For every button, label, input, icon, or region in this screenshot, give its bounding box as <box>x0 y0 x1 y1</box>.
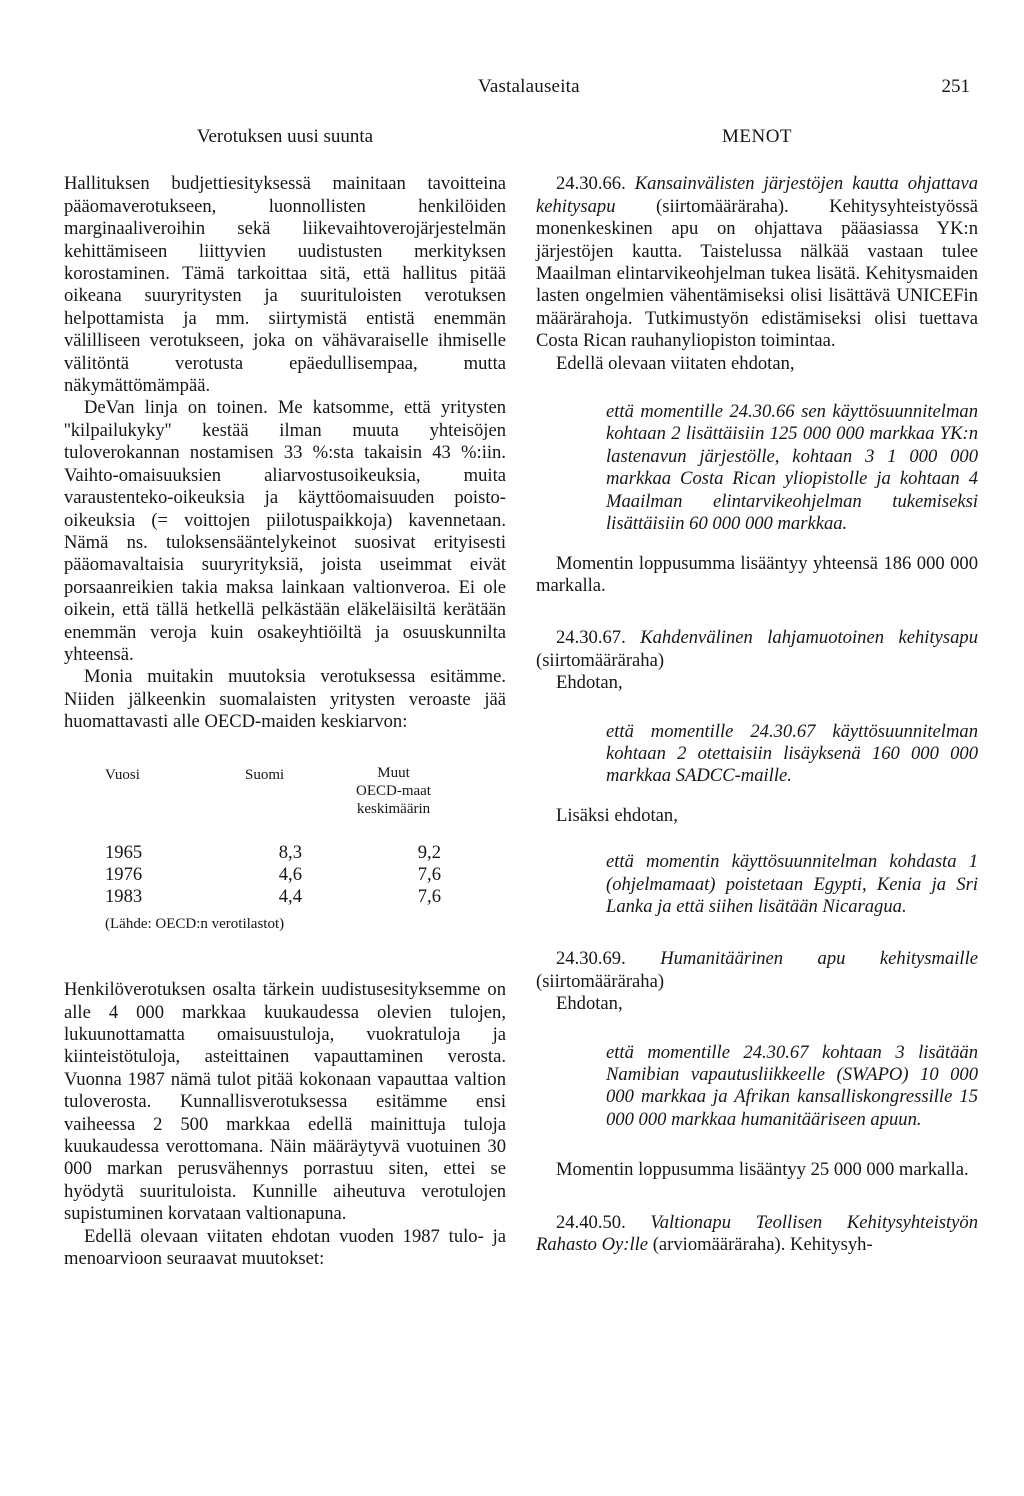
item-type: (siirtomääräraha) <box>536 649 665 671</box>
item-24-30-66 <box>536 173 978 352</box>
item-24-30-67 <box>536 627 978 672</box>
running-head: Vastalauseita <box>478 76 580 97</box>
item-title: Kahdenvälinen lahjamuotoinen kehitysapu <box>640 627 978 649</box>
item-24-40-50 <box>536 1212 978 1257</box>
section-heading-expenses: MENOT <box>721 126 793 147</box>
column-header-other-oecd <box>356 764 431 818</box>
page-number: 251 <box>941 76 970 97</box>
proposal-lead: Ehdotan, <box>556 672 623 694</box>
item-title: Valtionapu Teollisen Kehitysyhteistyön Rahasto Oy:lle <box>536 1211 978 1256</box>
cell-other: 7,6 <box>417 886 441 908</box>
column-header-other-line-2: OECD-maat <box>356 782 431 799</box>
cell-year: 1965 <box>105 841 143 863</box>
total-statement: Momentin loppusumma lisääntyy 25 000 000 markalla. <box>556 1159 969 1181</box>
column-header-other-line-3: keskimäärin <box>356 800 431 817</box>
item-title: Humanitäärinen apu kehitysmaille <box>660 948 978 970</box>
section-heading: Verotuksen uusi suunta <box>196 126 374 147</box>
item-number: 24.30.67. <box>556 627 626 649</box>
item-title: Kansainvälisten järjestöjen kautta ohjattava kehitysapu <box>536 173 978 217</box>
item-type: (siirtomääräraha) <box>536 970 665 992</box>
item-text: (arviomääräraha). Kehitysyh- <box>652 1234 873 1256</box>
item-number: 24.30.66. <box>556 173 626 195</box>
cell-year: 1976 <box>105 863 143 885</box>
tax-rate-table <box>64 764 476 936</box>
proposal-lead-additional: Lisäksi ehdotan, <box>556 804 678 826</box>
table-source: (Lähde: OECD:n verotilastot) <box>105 915 285 932</box>
proposal-text: että momentille 24.30.67 kohtaan 3 lisätään Namibian vapautusliikkeelle (SWAPO) 10 000 000 markkaa ja Afrikan kansalliskongressille 15 000 000 markkaa humanitääriseen apuun. <box>606 1041 978 1130</box>
paragraph-1: Hallituksen budjettiesityksessä mainitaan tavoitteina pääomaverotukseen, luonnollisten henkilöiden marginaaliveroihin sekä liikevaihtoverojärjestelmän kehittämiseen liittyvien uudistusten merkityksen korostaminen. Tämä tarkoittaa sitä, että hallitus pitää oikeana suuryritysten ja suurituloisten verotuksen helpottamista ja mm. siirtymistä entistä enemmän välilliseen verotukseen, joka on vähävaraiselle ihmiselle välitöntä verotusta epäedullisempaa, mutta näkymättömämpää. <box>64 173 506 397</box>
paragraph-2: DeVan linja on toinen. Me katsomme, että yritysten ''kilpailukyky'' kestää ilman muuta yhteisöjen tuloverokannan nostamisen 33 %:sta takaisin 43 %:iin. Vaihto-omaisuuksien aliarvostusoikeuksia, muita varaustenteko-oikeuksia ja käyttöomaisuuden poisto-oikeuksia (= voittojen piilotuspaikkoja) kavennetaan. Nämä ns. tuloksensääntelykeinot suosivat erityisesti pääomavaltaisia suuryrityksiä, joista useimmat eivät porsaanreikien takia maksa lainkaan valtionveroa. Ei ole oikein, että tällä hetkellä pelkästään eläkeläisiltä kerätään enemmän veroja kuin osakeyhtiöiltä ja osuuskunnilta yhteensä. <box>64 397 506 665</box>
paragraph-4: Henkilöverotuksen osalta tärkein uudistusesityksemme on alle 4 000 markkaa kuukaudessa olevien tulojen, lukuunottamatta omaisuustuloja, vuokratuloja ja kiinteistötuloja, asteittainen vapauttaminen verosta. Vuonna 1987 nämä tulot pitää kokonaan vapauttaa valtion tuloverosta. Kunnallisverotuksessa esitämme ensi vaiheessa 2 500 markkaa edellä mainittuja tuloja kuukaudessa verottomana. Näin määräytyvä vuotuinen 30 000 markan perusvähennys porrastuu siten, ettei se hyödytä suurituloista. Kunnille aiheutuva verotulojen supistuminen korvataan valtionapuna. <box>64 979 506 1225</box>
paragraph-5: Edellä olevaan viitaten ehdotan vuoden 1987 tulo- ja menoarvioon seuraavat muutokset: <box>64 1225 506 1270</box>
table-row <box>64 842 476 864</box>
item-number: 24.40.50. <box>556 1211 626 1233</box>
proposal-lead: Edellä olevaan viitaten ehdotan, <box>556 352 795 374</box>
cell-other: 7,6 <box>417 863 441 885</box>
column-header-finland: Suomi <box>245 766 285 783</box>
cell-finland: 8,3 <box>278 841 302 863</box>
cell-year: 1983 <box>105 886 143 908</box>
proposal-text: että momentille 24.30.67 käyttösuunnitelman kohtaan 2 otettaisiin lisäyksenä 160 000 000 markkaa SADCC-maille. <box>606 720 978 787</box>
table-header <box>64 764 476 842</box>
proposal-text: että momentin käyttösuunnitelman kohdasta 1 (ohjelmamaat) poistetaan Egypti, Kenia ja Sri Lanka ja että siihen lisätään Nicaragua. <box>606 851 978 917</box>
right-column <box>536 120 978 1256</box>
cell-other: 9,2 <box>417 841 441 863</box>
column-header-year: Vuosi <box>105 766 140 783</box>
paragraph-3: Monia muitakin muutoksia verotuksessa esitämme. Niiden jälkeenkin suomalaisten yritysten veroaste jää huomattavasti alle OECD-maiden keskiarvon: <box>64 666 506 733</box>
column-header-other-line-1: Muut <box>377 764 410 781</box>
proposal-lead: Ehdotan, <box>556 993 623 1015</box>
left-column <box>64 120 506 1270</box>
cell-finland: 4,4 <box>278 886 302 908</box>
item-number: 24.30.69. <box>556 948 626 970</box>
cell-finland: 4,6 <box>278 863 302 885</box>
proposal-text: että momentille 24.30.66 sen käyttösuunnitelman kohtaan 2 lisättäisiin 125 000 000 markkaa YK:n lastenavun järjestölle, kohtaan 3 1 000 000 markkaa Costa Rican yliopistolle ja kohtaan 4 Maailman elintarvikeohjelman tukemiseksi lisättäisiin 60 000 000 markkaa. <box>606 401 978 535</box>
item-text: (siirtomääräraha). Kehitysyhteistyössä monenkeskinen apu on ohjattava pääasiassa YK:n järjestöjen kautta. Taistelussa nälkää vastaan tulee Maailman elintarvikeohjelman tukea lisätä. Kehitysmaiden lasten ongelmien vähentämiseksi olisi lisättävä UNICEFin määrärahoja. Tutkimustyön edistämiseksi olisi tuettava Costa Rican rauhanyliopiston toimintaa. <box>536 195 978 352</box>
item-24-30-69 <box>536 948 978 993</box>
total-statement: Momentin loppusumma lisääntyy yhteensä 186 000 000 markalla. <box>536 552 978 596</box>
table-row <box>64 864 476 886</box>
table-row <box>64 886 476 908</box>
